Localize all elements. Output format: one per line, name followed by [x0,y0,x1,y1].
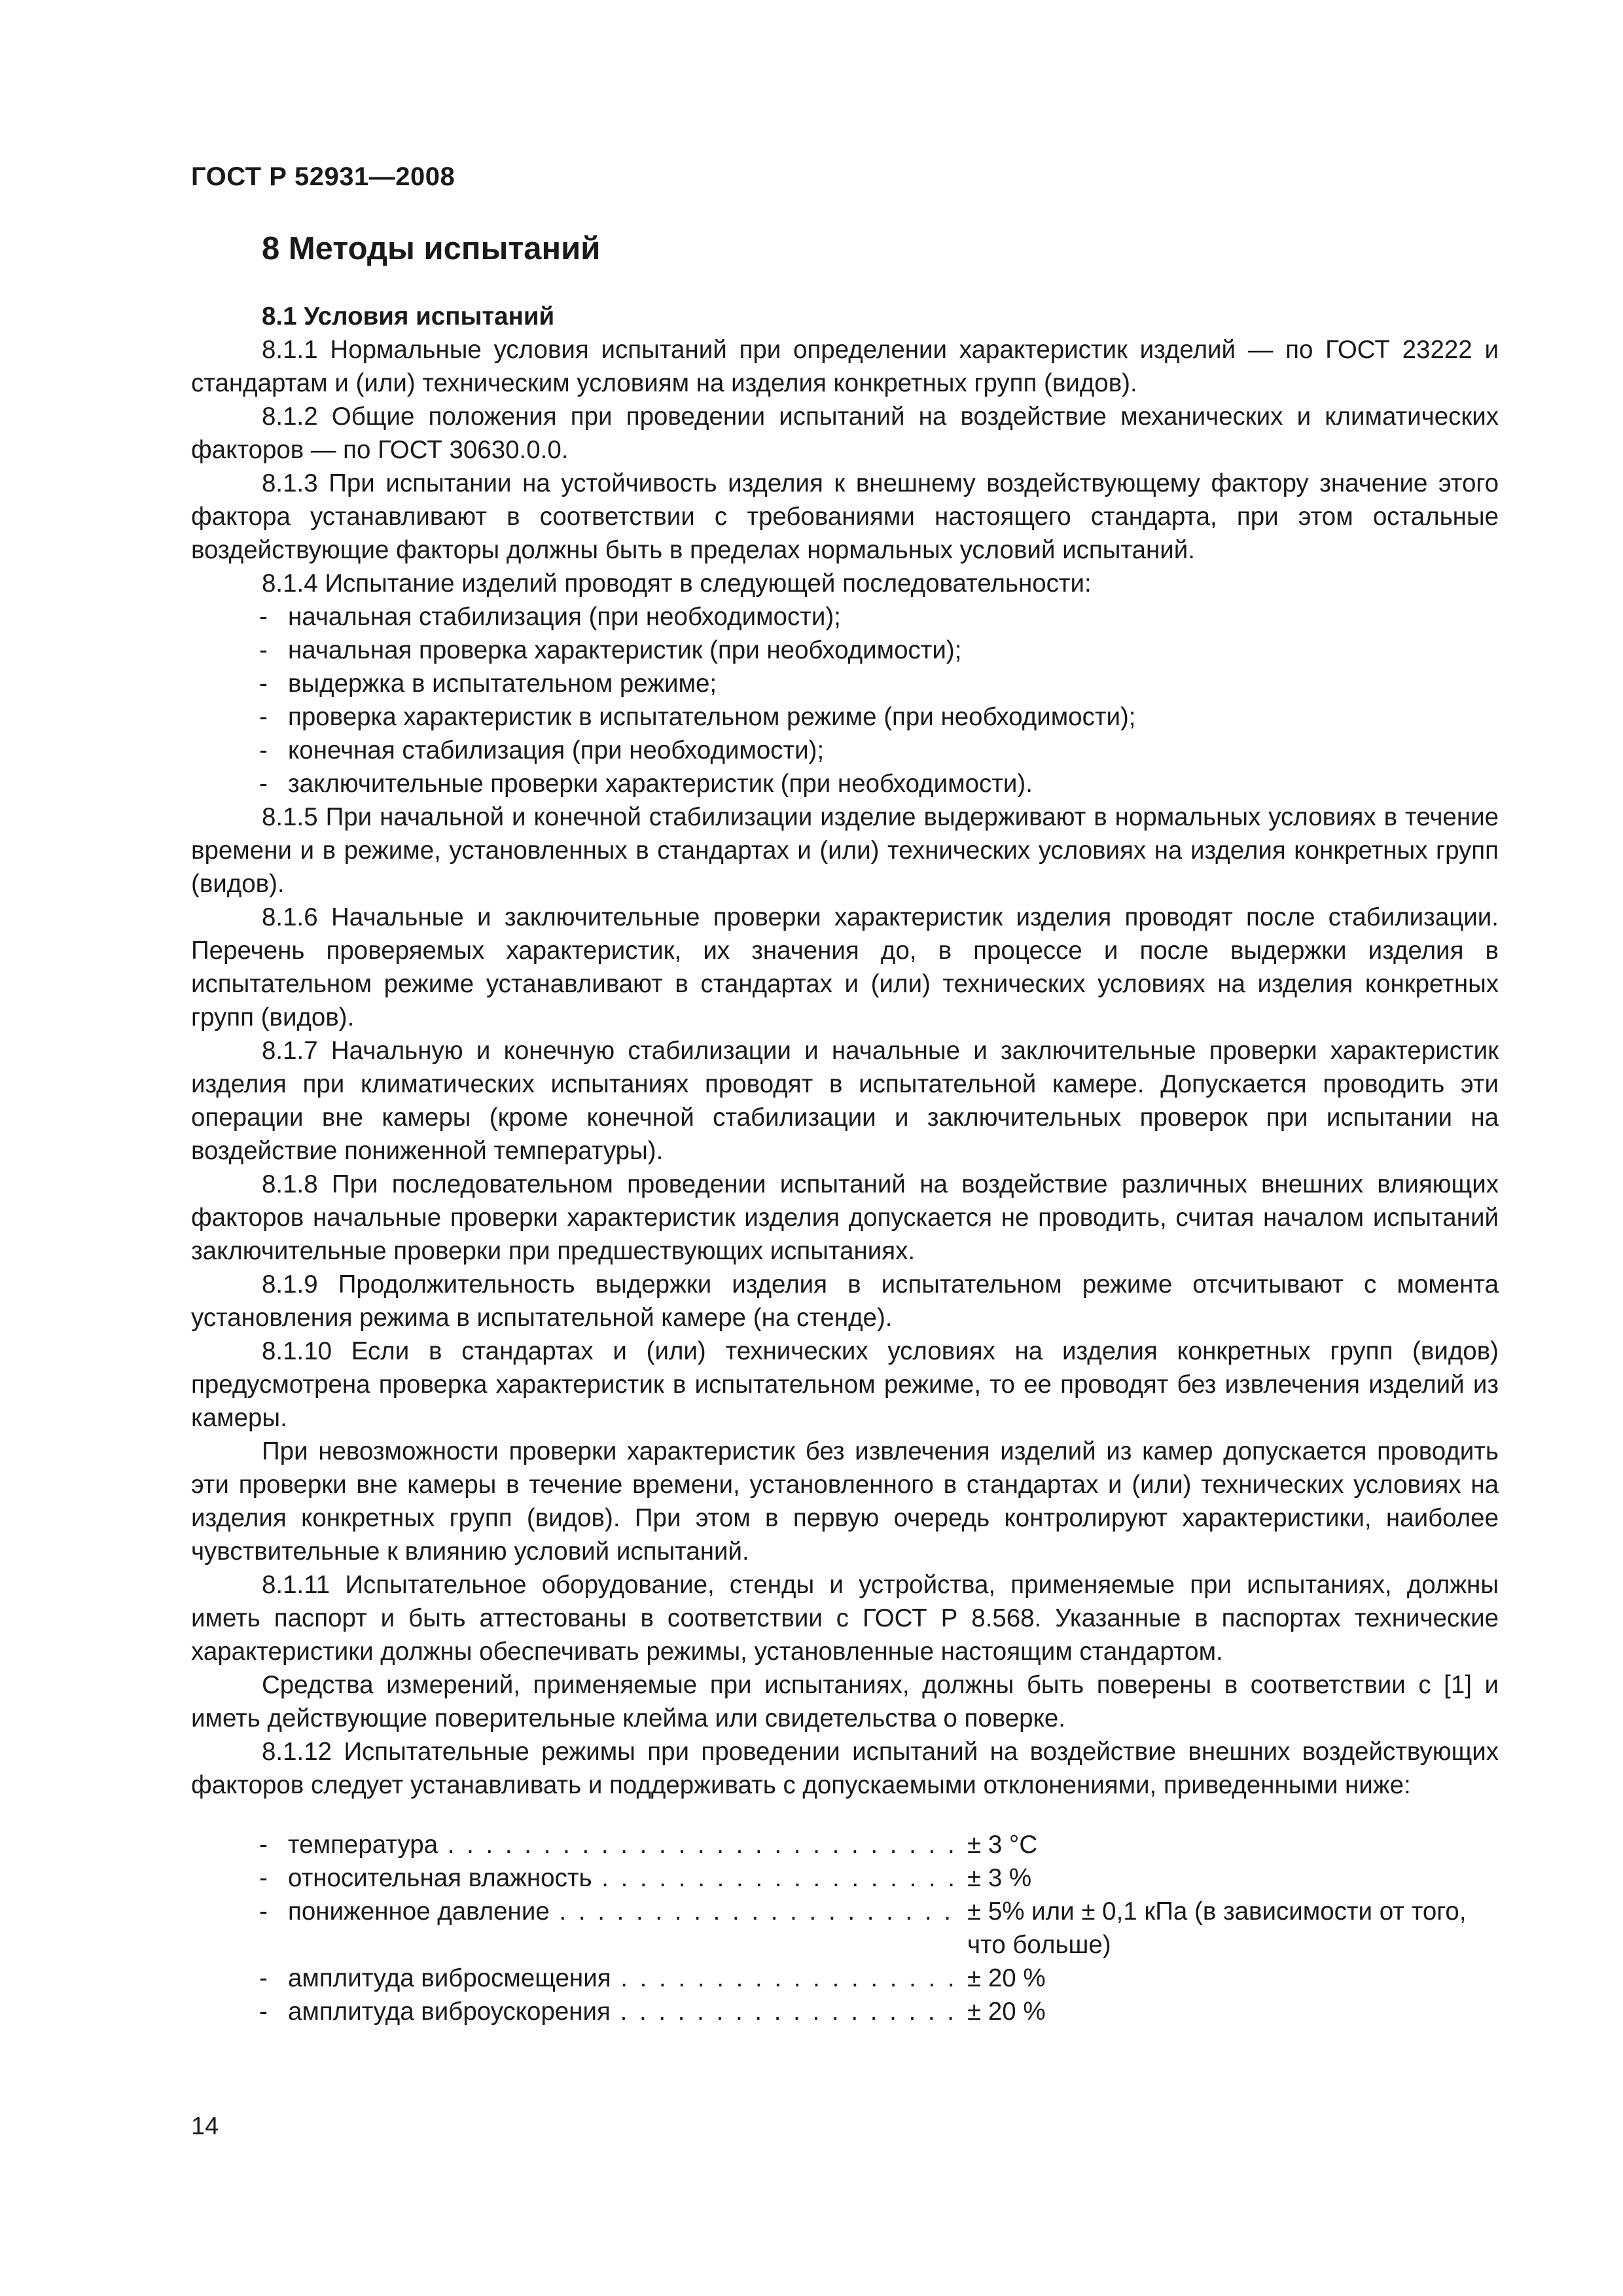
list-item [259,734,1499,767]
list-item-text: проверка характеристик в испытательном режиме (при необходимости); [288,703,1136,731]
tolerance-name: температура . . . [288,1831,962,1859]
dash-marker: - [259,603,268,631]
paragraph-8-1-11-continued: Средства измерений, применяемые при испытаниях, должны быть поверены в соответствии с [1] и иметь действующие поверительные клейма или свидетельства о поверке. [191,1671,1499,1732]
tolerance-value: ± 3 °C [967,1831,1038,1859]
dash-marker: - [259,1964,268,1992]
tolerance-value: ± 5% или ± 0,1 кПа (в зависимости от того, что больше) [967,1897,1467,1959]
paragraph-8-1-10: 8.1.10 Если в стандартах и (или) технических условиях на изделия конкретных групп (видов) предусмотрена проверка характеристик в испытательном режиме, то ее проводят без извлечения изделий из камеры. [191,1337,1499,1432]
dash-marker: - [259,670,268,698]
document-id-header: ГОСТ Р 52931—2008 [191,162,455,191]
subsection-title: 8.1 Условия испытаний [262,302,555,331]
list-item [259,700,1499,734]
page-number: 14 [191,2113,219,2140]
paragraph-8-1-5: 8.1.5 При начальной и конечной стабилизации изделие выдерживают в нормальных условиях в течение времени и в режиме, установленных в стандартах и (или) технических условиях на изделия конкретных групп (видов). [191,803,1499,898]
dash-marker: - [259,1897,268,1926]
document-body [191,300,1499,2028]
tolerance-row [259,1828,1499,1861]
paragraph-8-1-10-continued: При невозможности проверки характеристик без извлечения изделий из камер допускается проводить эти проверки вне камеры в течение времени, установленного в стандартах и (или) технических условиях на изделия конкретных групп (видов). При этом в первую очередь контролируют характеристики, наиболее чувствительные к влиянию условий испытаний. [191,1437,1499,1566]
paragraph-8-1-6: 8.1.6 Начальные и заключительные проверки характеристик изделия проводят после стабилизации. Перечень проверяемых характеристик, их значения до, в процессе и после выдержки изделия в испытательном режиме устанавливают в стандартах и (или) технических условиях на изделия конкретных групп (видов). [191,903,1499,1031]
paragraph-8-1-8: 8.1.8 При последовательном проведении испытаний на воздействие различных внешних влияющих факторов начальные проверки характеристик изделия допускается не проводить, считая началом испытаний заключительные проверки при предшествующих испытаниях. [191,1170,1499,1265]
tolerance-row [259,1962,1499,1995]
paragraph-8-1-9: 8.1.9 Продолжительность выдержки изделия в испытательном режиме отсчитывают с момента установления режима в испытательной камере (на стенде). [191,1270,1499,1332]
dash-marker: - [259,770,268,798]
paragraph-8-1-1: 8.1.1 Нормальные условия испытаний при определении характеристик изделий — по ГОСТ 23222 и стандартам и (или) техническим условиям на изделия конкретных групп (видов). [191,336,1499,397]
tolerance-value: ± 20 % [967,1998,1046,2026]
list-item [259,767,1499,800]
list-item [259,667,1499,700]
dash-marker: - [259,1864,268,1892]
tolerance-row [259,1895,1499,1962]
tolerance-name: относительная влажность . . . [288,1864,962,1892]
list-item-text: конечная стабилизация (при необходимости); [288,736,825,764]
paragraph-8-1-2: 8.1.2 Общие положения при проведении испытаний на воздействие механических и климатических факторов — по ГОСТ 30630.0.0. [191,403,1499,464]
list-item-text: выдержка в испытательном режиме; [288,670,717,698]
test-sequence-list [191,600,1499,800]
dash-marker: - [259,1998,268,2026]
tolerance-value: ± 3 % [967,1864,1032,1892]
tolerance-name: пониженное давление . . . [288,1897,962,1926]
paragraph-8-1-7: 8.1.7 Начальную и конечную стабилизации и начальные и заключительные проверки характеристик изделия при климатических испытаниях проводят в испытательной камере. Допускается проводить эти операции вне камеры (кроме конечной стабилизации и заключительных проверок при испытании на воздействие пониженной температуры). [191,1037,1499,1165]
list-item [259,600,1499,634]
list-item [259,634,1499,667]
list-item-text: начальная проверка характеристик (при необходимости); [288,636,962,664]
paragraph-8-1-4: 8.1.4 Испытание изделий проводят в следующей последовательности: [262,569,1092,598]
dash-marker: - [259,703,268,731]
tolerance-row [259,1995,1499,2028]
tolerance-value: ± 20 % [967,1964,1046,1992]
tolerance-name: амплитуда виброускорения . . . [288,1998,962,2026]
tolerance-list [191,1828,1499,2028]
paragraph-8-1-11: 8.1.11 Испытательное оборудование, стенды и устройства, применяемые при испытаниях, должны иметь паспорт и быть аттестованы в соответствии с ГОСТ Р 8.568. Указанные в паспортах технические характеристики должны обеспечивать режимы, установленные настоящим стандартом. [191,1571,1499,1666]
dash-marker: - [259,636,268,664]
tolerance-row [259,1861,1499,1895]
dash-marker: - [259,1831,268,1859]
paragraph-8-1-3: 8.1.3 При испытании на устойчивость изделия к внешнему воздействующему фактору значение этого фактора устанавливают в соответствии с требованиями настоящего стандарта, при этом остальные воздействующие факторы должны быть в пределах нормальных условий испытаний. [191,469,1499,564]
list-item-text: начальная стабилизация (при необходимости); [288,603,841,631]
list-item-text: заключительные проверки характеристик (при необходимости). [288,770,1033,798]
tolerance-name: амплитуда вибросмещения . . . [288,1964,962,1992]
section-title: 8 Методы испытаний [262,231,601,266]
paragraph-8-1-12: 8.1.12 Испытательные режимы при проведении испытаний на воздействие внешних воздействующих факторов следует устанавливать и поддерживать с допускаемыми отклонениями, приведенными ниже: [191,1738,1499,1799]
dash-marker: - [259,736,268,764]
